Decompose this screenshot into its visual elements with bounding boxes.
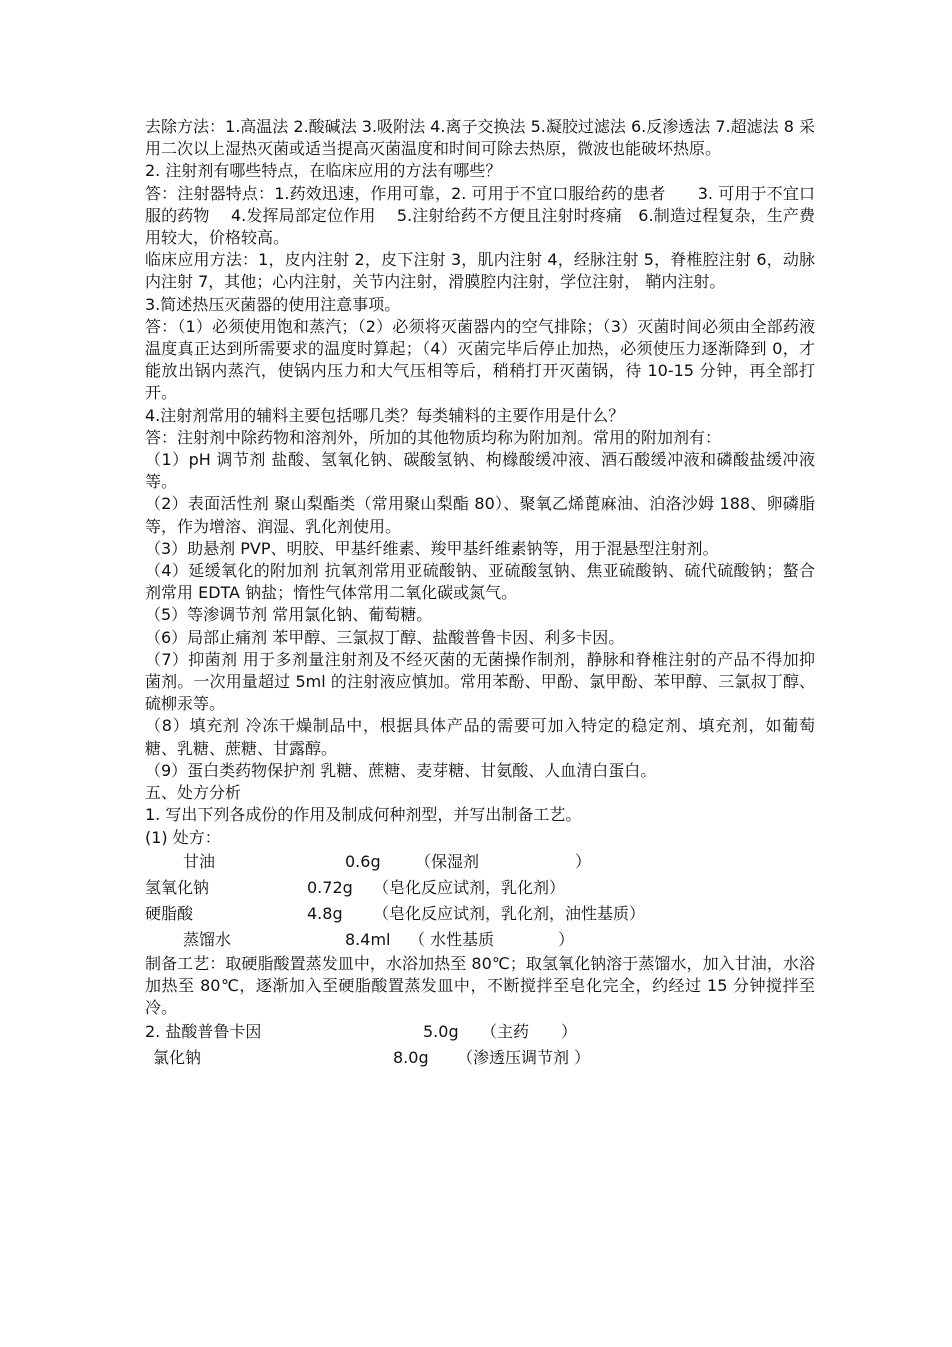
ingredient-amount: 8.4ml: [345, 929, 391, 949]
ingredient-role: （主药 ）: [481, 1022, 578, 1042]
ingredient-role: （保湿剂 ）: [415, 851, 592, 871]
ingredient-role: （皂化反应试剂，乳化剂）: [373, 877, 566, 897]
ingredient-role: （渗透压调节剂 ）: [457, 1048, 591, 1068]
recipe-row: [145, 901, 815, 927]
question-2: 2. 注射剂有哪些特点，在临床应用的方法有哪些？: [145, 161, 502, 181]
ingredient-name: 2. 盐酸普鲁卡因: [145, 1022, 262, 1042]
additive-item-8: （8）填充剂 冷冻干燥制品中，根据具体产品的需要可加入特定的稳定剂、填充剂，如葡萄糖、乳糖、蔗糖、甘露醇。: [145, 716, 815, 758]
paragraph-removal-methods: 去除方法：1.高温法 2.酸碱法 3.吸附法 4.离子交换法 5.凝胶过滤法 6.反渗透法 7.超滤法 8 采用二次以上湿热灭菌或适当提高灭菌温度和时间可除去热原，微波也能破坏热原。: [145, 117, 815, 159]
document-body: [145, 116, 815, 1071]
answer-4-intro: 答：注射剂中除药物和溶剂外，所加的其他物质均称为附加剂。常用的附加剂有：: [145, 427, 722, 447]
recipe-row: [145, 927, 815, 953]
recipe-1-label: (1) 处方：: [145, 827, 221, 847]
ingredient-role: （皂化反应试剂，乳化剂，油性基质）: [373, 903, 646, 923]
ingredient-name: 蒸馏水: [183, 929, 232, 949]
preparation-process-1: 制备工艺：取硬脂酸置蒸发皿中，水浴加热至 80℃；取氢氧化钠溶于蒸馏水，加入甘油，水浴加热至 80℃，逐渐加入至硬脂酸置蒸发皿中，不断搅拌至皂化完全，约经过 15 分钟搅拌至冷。: [145, 953, 815, 1018]
ingredient-name: 硬脂酸: [145, 903, 194, 923]
ingredient-name: 氢氧化钠: [145, 877, 210, 897]
recipe-row: [145, 875, 815, 901]
recipe-row: [145, 1019, 815, 1045]
additive-item-4: （4）延缓氧化的附加剂 抗氧剂常用亚硫酸钠、亚硫酸氢钠、焦亚硫酸钠、硫代硫酸钠；螯合剂常用 EDTA 钠盐；惰性气体常用二氧化碳或氮气。: [145, 561, 815, 603]
answer-3: 答：（1）必须使用饱和蒸汽；（2）必须将灭菌器内的空气排除；（3）灭菌时间必须由全部药液温度真正达到所需要求的温度时算起；（4）灭菌完毕后停止加热，必须使压力逐渐降到 0，才能放出锅内蒸汽，使锅内压力和大气压相等后，稍稍打开灭菌锅，待 10-15 分钟，再全部打开。: [145, 316, 815, 403]
recipe-row: [145, 849, 815, 875]
recipe-row: [145, 1045, 815, 1071]
section-heading-5: 五、处方分析: [145, 783, 242, 803]
additive-item-6: （6）局部止痛剂 苯甲醇、三氯叔丁醇、盐酸普鲁卡因、利多卡因。: [145, 627, 625, 647]
ingredient-name: 甘油: [183, 851, 216, 871]
answer-2-features: 答：注射器特点：1.药效迅速，作用可靠，2. 可用于不宜口服给药的患者 3. 可用于不宜口服的药物 4.发挥局部定位作用 5.注射给药不方便且注射时疼痛 6.制造过程复杂，生产费用较大，价格较高。: [145, 183, 815, 248]
ingredient-amount: 4.8g: [307, 903, 343, 923]
ingredient-amount: 8.0g: [393, 1048, 429, 1068]
answer-2-clinical-methods: 临床应用方法：1，皮内注射 2，皮下注射 3，肌内注射 4，经脉注射 5，脊椎腔注射 6，动脉内注射 7，其他；心内注射，关节内注射，滑膜腔内注射，学位注射， 鞘内注射。: [145, 250, 815, 292]
ingredient-amount: 0.72g: [307, 877, 353, 897]
question-4: 4.注射剂常用的辅料主要包括哪几类？每类辅料的主要作用是什么？: [145, 405, 625, 425]
question-5-1: 1. 写出下列各成份的作用及制成何种剂型，并写出制备工艺。: [145, 805, 582, 825]
ingredient-name: 氯化钠: [153, 1048, 202, 1068]
ingredient-amount: 5.0g: [423, 1022, 459, 1042]
additive-item-3: （3）助悬剂 PVP、明胶、甲基纤维素、羧甲基纤维素钠等，用于混悬型注射剂。: [145, 538, 719, 558]
ingredient-role: （ 水性基质 ）: [409, 929, 575, 949]
ingredient-amount: 0.6g: [345, 851, 381, 871]
additive-item-5: （5）等渗调节剂 常用氯化钠、葡萄糖。: [145, 605, 433, 625]
additive-item-1: （1）pH 调节剂 盐酸、氢氧化钠、碳酸氢钠、枸橼酸缓冲液、酒石酸缓冲液和磷酸盐缓冲液等。: [145, 450, 815, 492]
question-3: 3.简述热压灭菌器的使用注意事项。: [145, 294, 401, 314]
additive-item-2: （2）表面活性剂 聚山梨酯类（常用聚山梨酯 80）、聚氧乙烯蓖麻油、泊洛沙姆 188、卵磷脂等，作为增溶、润湿、乳化剂使用。: [145, 494, 815, 536]
additive-item-7: （7）抑菌剂 用于多剂量注射剂及不经灭菌的无菌操作制剂，静脉和脊椎注射的产品不得加抑菌剂。一次用量超过 5ml 的注射液应慎加。常用苯酚、甲酚、氯甲酚、苯甲醇、三氯叔丁醇、硫柳汞等。: [145, 649, 815, 714]
additive-item-9: （9）蛋白类药物保护剂 乳糖、蔗糖、麦芽糖、甘氨酸、人血清白蛋白。: [145, 760, 657, 780]
